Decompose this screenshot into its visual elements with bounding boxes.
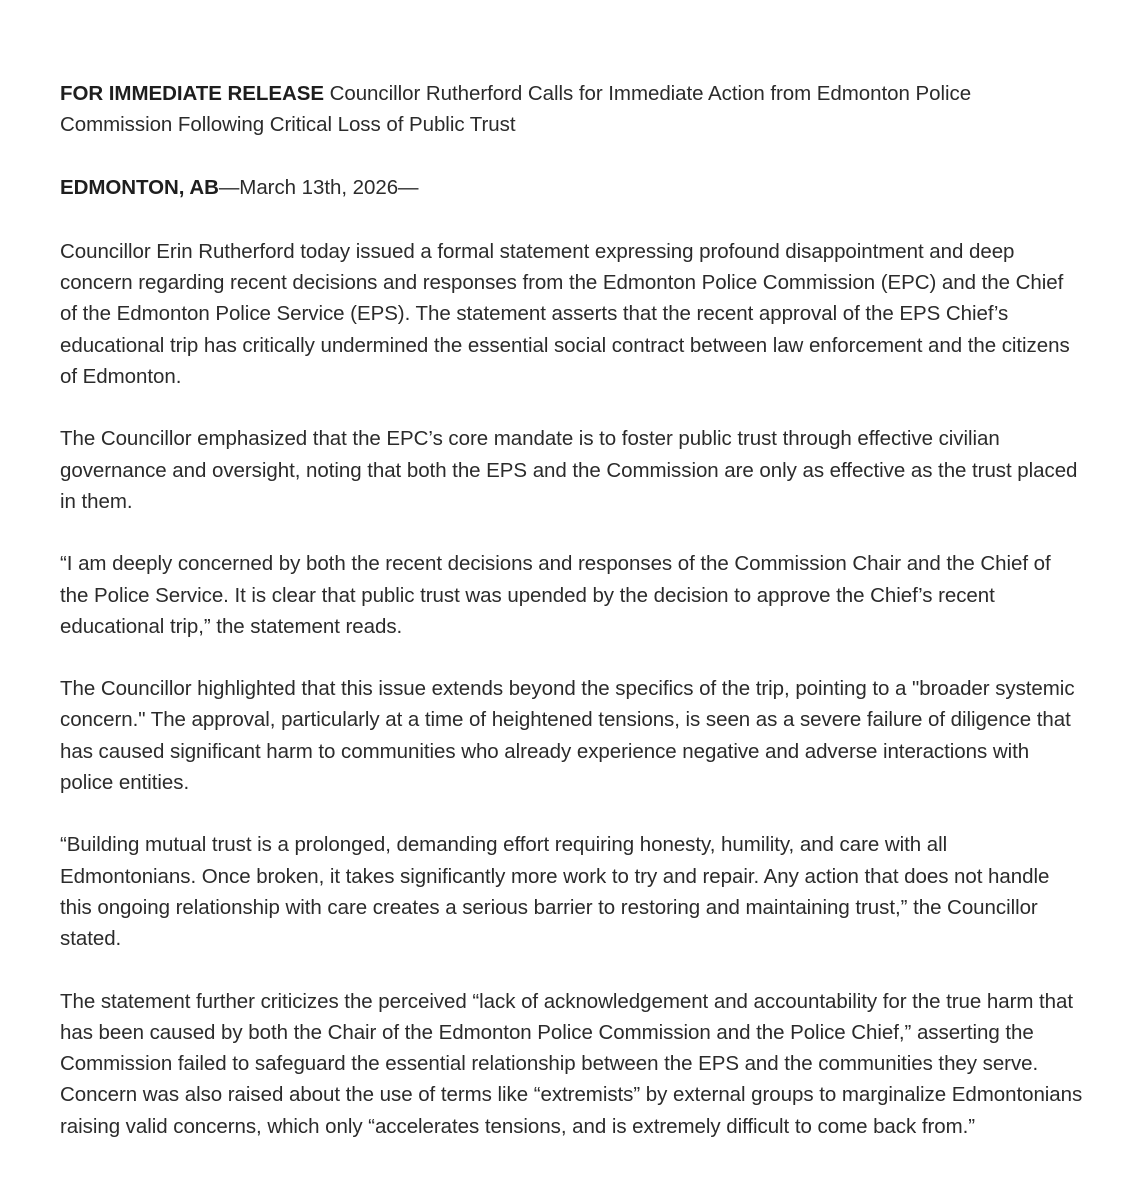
release-label: FOR IMMEDIATE RELEASE: [60, 82, 324, 105]
dateline-location: EDMONTON, AB: [60, 175, 219, 199]
dateline: [60, 172, 1084, 203]
dateline-date: —March 13th, 2026—: [218, 175, 419, 199]
paragraph-quote-trust: “Building mutual trust is a prolonged, demanding effort requiring honesty, humility, and care with all Edmontonians. Once broken, it takes significantly more work to try and repair. Any action that does not handle this ongoing relationship with care creates a serious barrier to restoring and maintaining trust,” the Councillor stated.: [60, 833, 1050, 951]
paragraph-intro: Councillor Erin Rutherford today issued a formal statement expressing profound disappointment and deep concern regarding recent decisions and responses from the Edmonton Police Commission (EPC) and the Chief of the Edmonton Police Service (EPS). The statement asserts that the recent approval of the EPS Chief’s educational trip has critically undermined the essential social contract between law enforcement and the citizens of Edmonton.: [60, 239, 1070, 389]
paragraph-systemic-concern: The Councillor highlighted that this issue extends beyond the specifics of the trip, pointing to a "broader systemic concern." The approval, particularly at a time of heightened tensions, is seen as a severe failure of diligence that has caused significant harm to communities who already experience negative and adverse interactions with police entities.: [60, 677, 1075, 795]
paragraph-accountability: The statement further criticizes the perceived “lack of acknowledgement and accountability for the true harm that has been caused by both the Chair of the Edmonton Police Commission and the Police Chief,” asserting the Commission failed to safeguard the essential relationship between the EPS and the communities they serve. Concern was also raised about the use of terms like “extremists” by external groups to marginalize Edmontonians raising valid concerns, which only “accelerates tensions, and is extremely difficult to come back from.”: [60, 989, 1083, 1138]
release-heading: [60, 78, 1084, 141]
paragraph-quote-concern: “I am deeply concerned by both the recent decisions and responses of the Commission Chair and the Chief of the Police Service. It is clear that public trust was upended by the decision to approve the Chief’s recent educational trip,” the statement reads.: [60, 552, 1051, 638]
paragraph-mandate: The Councillor emphasized that the EPC’s core mandate is to foster public trust through effective civilian governance and oversight, noting that both the EPS and the Commission are only as effective as the trust placed in them.: [60, 427, 1078, 513]
release-headline: Councillor Rutherford Calls for Immediate Action from Edmonton Police Commission Following Critical Loss of Public Trust: [60, 82, 972, 137]
